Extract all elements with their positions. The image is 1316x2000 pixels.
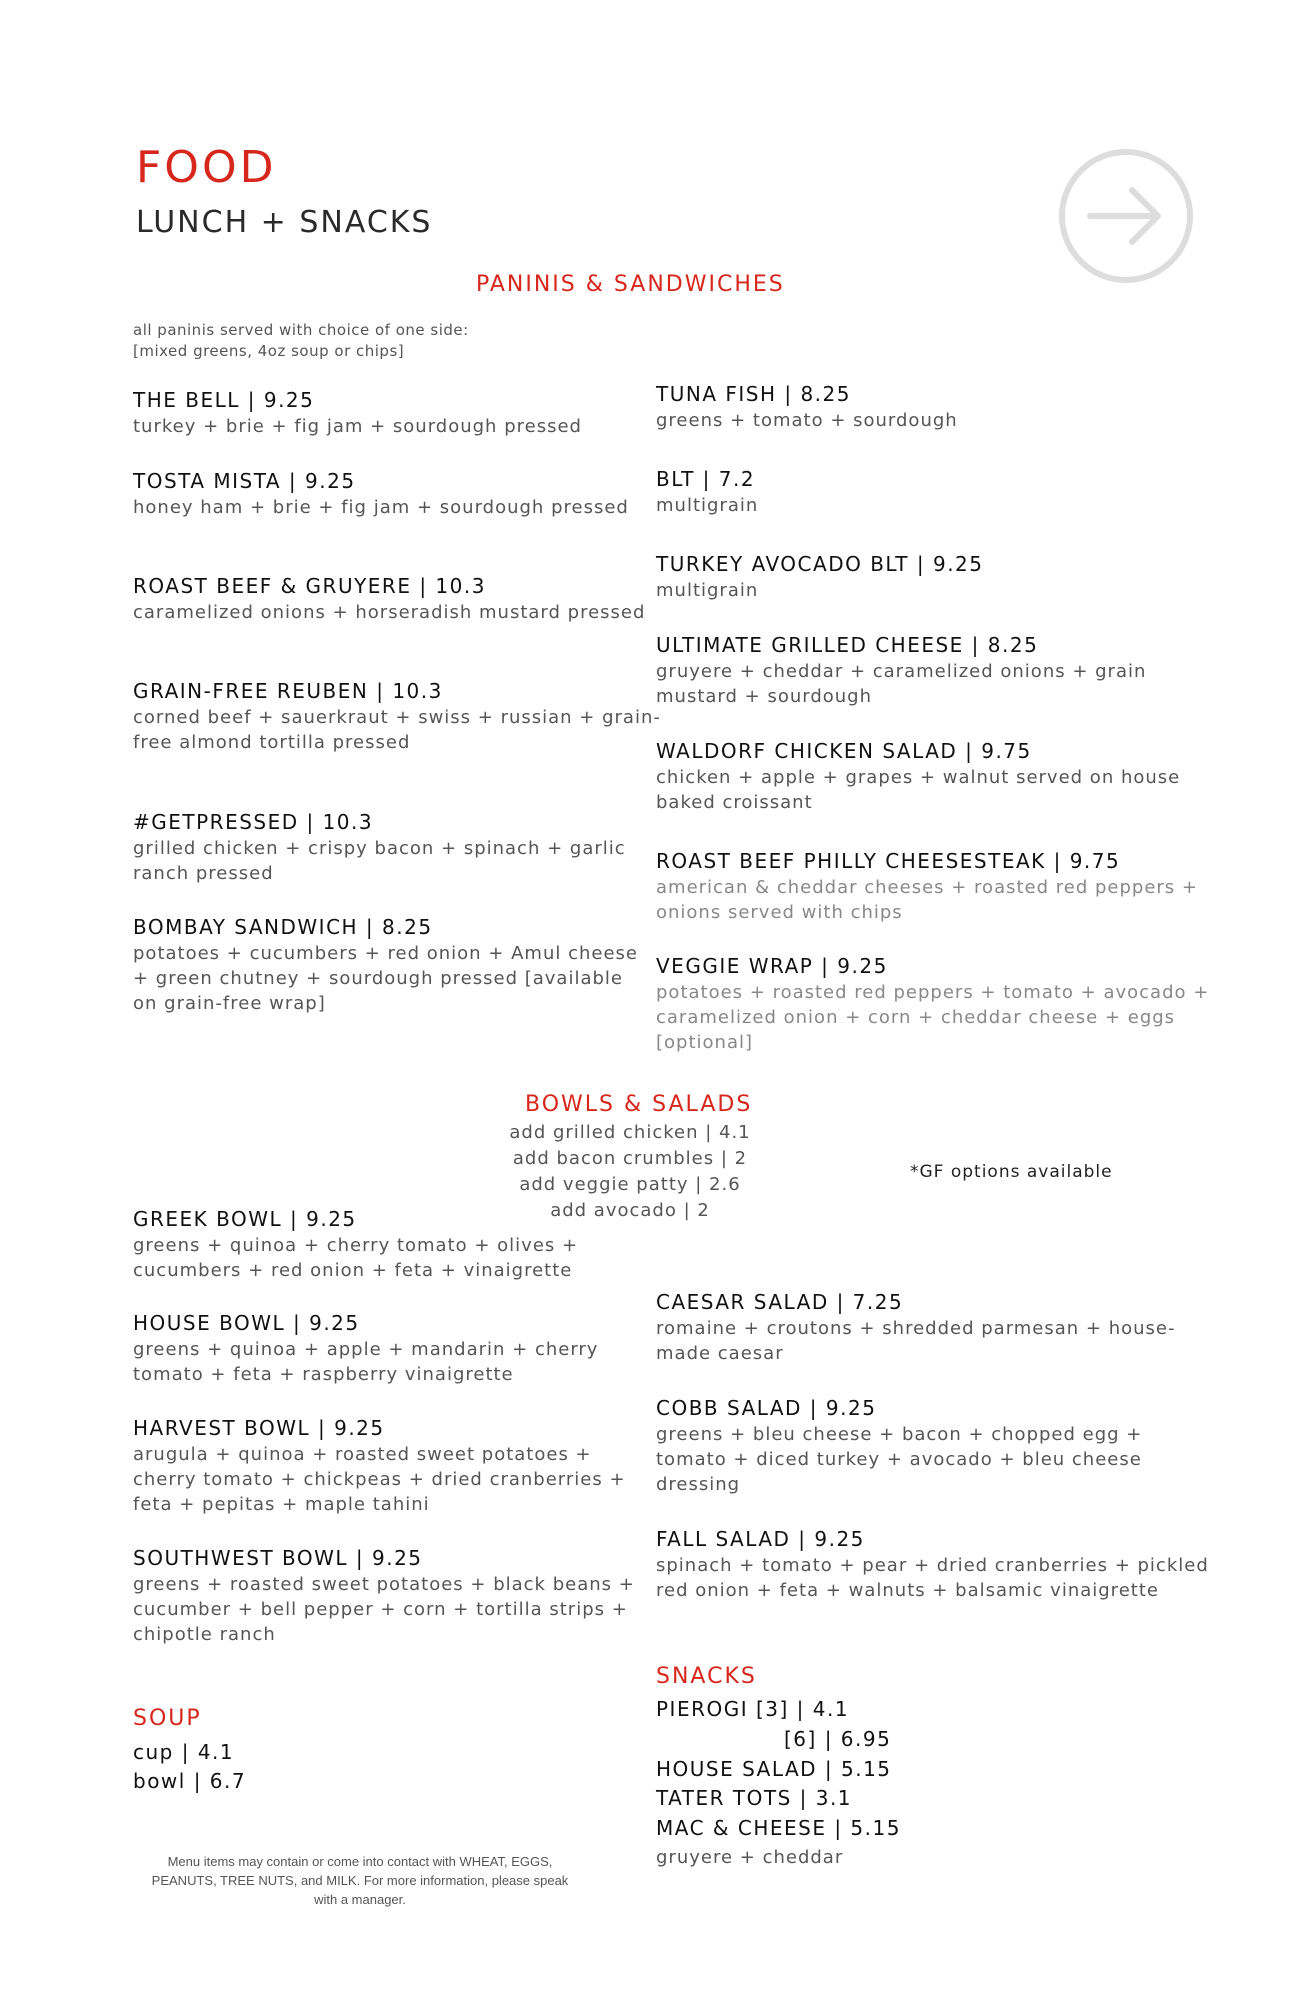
panini-side-note xyxy=(133,320,469,362)
addon-item: add bacon crumbles | 2 xyxy=(512,1148,748,1169)
menu-item xyxy=(133,914,653,1016)
section-heading-soup: SOUP xyxy=(133,1706,202,1731)
item-name: BLT | 7.2 xyxy=(656,467,756,491)
menu-item xyxy=(656,1526,1216,1603)
item-name: THE BELL | 9.25 xyxy=(133,388,315,412)
section-heading-paninis: PANINIS & SANDWICHES xyxy=(476,272,785,297)
item-name: WALDORF CHICKEN SALAD | 9.75 xyxy=(656,739,1032,763)
arrow-right-circle-icon[interactable] xyxy=(1056,146,1196,286)
menu-item xyxy=(133,387,733,439)
item-desc: american & cheddar cheeses + roasted red peppers + onions served with chips xyxy=(656,877,1198,923)
snack-house-salad: HOUSE SALAD | 5.15 xyxy=(656,1757,892,1781)
addon-item: add avocado | 2 xyxy=(550,1200,710,1221)
item-desc: spinach + tomato + pear + dried cranberries + pickled red onion + feta + walnuts + balsamic vinaigrette xyxy=(656,1555,1209,1601)
page-title: FOOD xyxy=(136,142,277,193)
menu-item xyxy=(656,738,1216,815)
item-desc: chicken + apple + grapes + walnut served on house baked croissant xyxy=(656,767,1181,813)
menu-item xyxy=(133,1310,673,1387)
item-desc: multigrain xyxy=(656,580,759,601)
menu-item xyxy=(133,1415,653,1517)
item-desc: multigrain xyxy=(656,495,759,516)
menu-item xyxy=(656,466,1216,518)
item-desc: honey ham + brie + fig jam + sourdough pressed xyxy=(133,497,629,518)
item-desc: gruyere + cheddar + caramelized onions + grain mustard + sourdough xyxy=(656,661,1147,707)
item-name: #GETPRESSED | 10.3 xyxy=(133,810,374,834)
item-desc: corned beef + sauerkraut + swiss + russian + grain-free almond tortilla pressed xyxy=(133,707,661,753)
item-name: ROAST BEEF PHILLY CHEESESTEAK | 9.75 xyxy=(656,849,1121,873)
menu-item xyxy=(656,848,1216,925)
item-name: HARVEST BOWL | 9.25 xyxy=(133,1416,385,1440)
item-name: TUNA FISH | 8.25 xyxy=(656,382,851,406)
gf-note: *GF options available xyxy=(910,1162,1113,1182)
menu-item xyxy=(656,953,1216,1055)
addon-item: add grilled chicken | 4.1 xyxy=(509,1122,751,1143)
item-name: TOSTA MISTA | 9.25 xyxy=(133,469,356,493)
item-name: BOMBAY SANDWICH | 8.25 xyxy=(133,915,433,939)
page-subtitle: LUNCH + SNACKS xyxy=(136,205,433,240)
section-heading-bowls: BOWLS & SALADS xyxy=(525,1092,753,1117)
snack-mac-desc: gruyere + cheddar xyxy=(656,1847,844,1868)
item-desc: greens + roasted sweet potatoes + black beans + cucumber + bell pepper + corn + tortilla strips + chipotle ranch xyxy=(133,1574,635,1645)
menu-item xyxy=(656,551,1216,603)
item-name: VEGGIE WRAP | 9.25 xyxy=(656,954,888,978)
panini-side-note-line1: all paninis served with choice of one side: xyxy=(133,321,469,339)
item-name: ULTIMATE GRILLED CHEESE | 8.25 xyxy=(656,633,1039,657)
menu-item xyxy=(133,573,673,625)
menu-item xyxy=(133,678,663,755)
panini-side-note-line2: [mixed greens, 4oz soup or chips] xyxy=(133,342,405,360)
soup-item-cup: cup | 4.1 xyxy=(133,1740,235,1764)
item-name: HOUSE BOWL | 9.25 xyxy=(133,1311,360,1335)
menu-item xyxy=(656,1395,1216,1497)
snack-tater-tots: TATER TOTS | 3.1 xyxy=(656,1786,853,1810)
item-desc: caramelized onions + horseradish mustard pressed xyxy=(133,602,646,623)
item-name: GRAIN-FREE REUBEN | 10.3 xyxy=(133,679,443,703)
snack-pierogi-3: PIEROGI [3] | 4.1 xyxy=(656,1697,850,1721)
menu-item xyxy=(656,632,1216,709)
section-heading-snacks: SNACKS xyxy=(656,1664,757,1689)
item-desc: potatoes + cucumbers + red onion + Amul cheese + green chutney + sourdough pressed [available on grain-free wrap] xyxy=(133,943,638,1014)
item-name: GREEK BOWL | 9.25 xyxy=(133,1207,357,1231)
menu-item xyxy=(133,468,653,520)
item-name: COBB SALAD | 9.25 xyxy=(656,1396,877,1420)
item-desc: romaine + croutons + shredded parmesan + house-made caesar xyxy=(656,1318,1176,1364)
menu-item xyxy=(133,1206,653,1283)
item-desc: potatoes + roasted red peppers + tomato + avocado + caramelized onion + corn + cheddar cheese + eggs [optional] xyxy=(656,982,1210,1053)
snack-mac-cheese: MAC & CHEESE | 5.15 xyxy=(656,1816,901,1840)
item-desc: greens + quinoa + cherry tomato + olives + cucumbers + red onion + feta + vinaigrette xyxy=(133,1235,579,1281)
menu-item xyxy=(656,1289,1216,1366)
snack-pierogi-6: [6] | 6.95 xyxy=(784,1727,892,1751)
item-desc: turkey + brie + fig jam + sourdough pressed xyxy=(133,416,582,437)
item-desc: greens + bleu cheese + bacon + chopped egg + tomato + diced turkey + avocado + bleu cheese dressing xyxy=(656,1424,1143,1495)
item-desc: grilled chicken + crispy bacon + spinach + garlic ranch pressed xyxy=(133,838,626,884)
item-name: TURKEY AVOCADO BLT | 9.25 xyxy=(656,552,984,576)
menu-item xyxy=(133,809,653,886)
item-desc: arugula + quinoa + roasted sweet potatoes + cherry tomato + chickpeas + dried cranberries + feta + pepitas + maple tahini xyxy=(133,1444,626,1515)
menu-item xyxy=(656,381,1216,433)
allergen-disclaimer: Menu items may contain or come into contact with WHEAT, EGGS, PEANUTS, TREE NUTS, and MILK. For more information, please speak with a manager. xyxy=(151,1854,569,1907)
item-name: ROAST BEEF & GRUYERE | 10.3 xyxy=(133,574,486,598)
item-name: FALL SALAD | 9.25 xyxy=(656,1527,865,1551)
menu-item xyxy=(133,1545,653,1647)
item-desc: greens + quinoa + apple + mandarin + cherry tomato + feta + raspberry vinaigrette xyxy=(133,1339,599,1385)
soup-item-bowl: bowl | 6.7 xyxy=(133,1769,247,1793)
addon-item: add veggie patty | 2.6 xyxy=(519,1174,741,1195)
item-name: CAESAR SALAD | 7.25 xyxy=(656,1290,904,1314)
item-desc: greens + tomato + sourdough xyxy=(656,410,958,431)
item-name: SOUTHWEST BOWL | 9.25 xyxy=(133,1546,423,1570)
